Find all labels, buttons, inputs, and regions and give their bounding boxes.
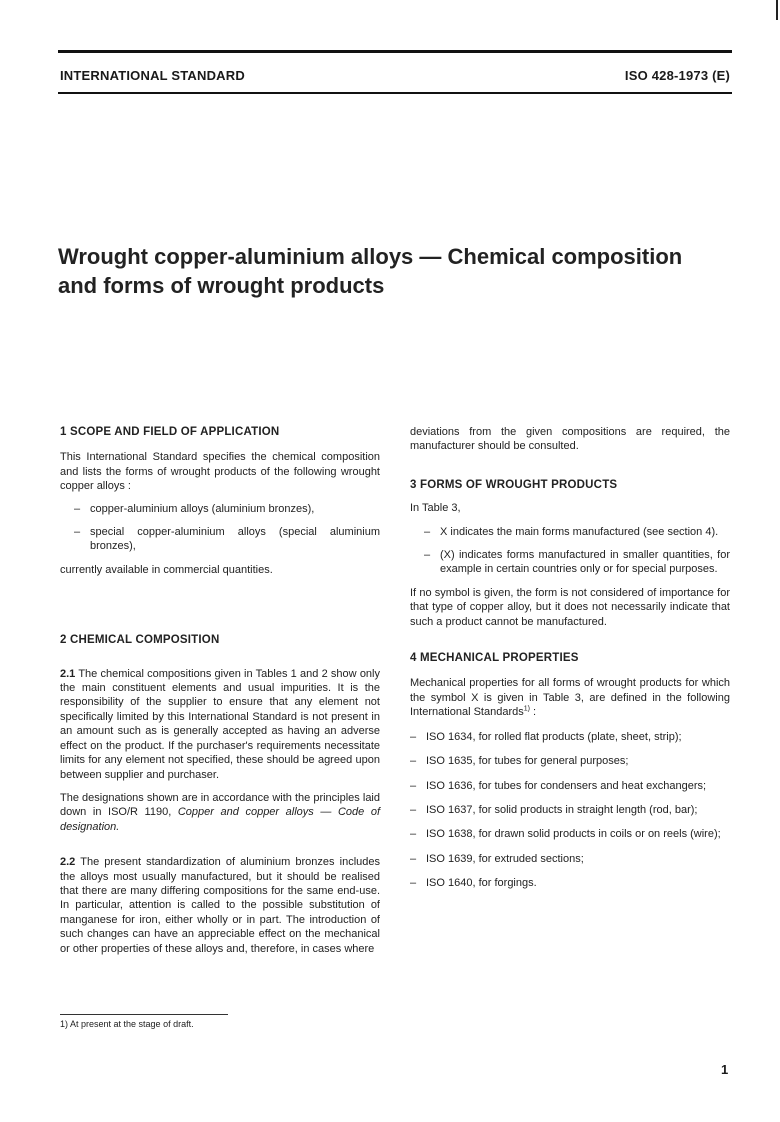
section-1-outro: currently available in commercial quantities. — [60, 563, 273, 576]
header-standard-label: INTERNATIONAL STANDARD — [60, 68, 245, 83]
top-rule — [58, 50, 732, 53]
section-2-paragraph-1: 2.1 The chemical compositions given in Tables 1 and 2 show only the main constituent elements and usual impurities. It is the responsibility of the supplier to ensure that any element not specifically limited by this International Standard is not present in an amount such as is generally accepted as having an adverse effect on the product. If the purchaser's requirements necessitate limits for any element not specified, these should be agreed upon between supplier and purchaser. — [60, 667, 380, 781]
page-number: 1 — [721, 1062, 729, 1077]
title-line-1: Wrought copper-aluminium alloys — Chemical composition — [58, 244, 683, 269]
section-3-item-1: – X indicates the main forms manufactured (see section 4). — [424, 525, 719, 538]
section-4-item-iso-1639: – ISO 1639, for extruded sections; — [410, 852, 584, 865]
section-4-item-iso-1640: – ISO 1640, for forgings. — [410, 877, 537, 890]
document-title — [58, 242, 738, 300]
section-4-item-iso-1637: – ISO 1637, for solid products in straight length (rod, bar); — [410, 803, 698, 816]
footnote-rule — [60, 1014, 228, 1015]
section-4-item-iso-1634: – ISO 1634, for rolled flat products (plate, sheet, strip); — [410, 730, 682, 743]
left-column — [60, 425, 380, 956]
section-3-heading: 3 FORMS OF WROUGHT PRODUCTS — [410, 478, 618, 491]
section-4-item-iso-1635: – ISO 1635, for tubes for general purposes; — [410, 755, 629, 768]
title-line-2: and forms of wrought products — [58, 273, 385, 298]
section-3-intro: In Table 3, — [410, 502, 461, 515]
section-3-item-2: – (X) indicates forms manufactured in smaller quantities, for example in certain countries only or for special purposes. — [424, 549, 730, 576]
footnote-reference: 1) — [523, 705, 530, 713]
section-2-paragraph-3-continued: deviations from the given compositions are required, the manufacturer should be consulted. — [410, 426, 730, 453]
section-4-heading: 4 MECHANICAL PROPERTIES — [410, 652, 579, 665]
section-1-item-2: – special copper-aluminium alloys (special aluminium bronzes), — [74, 526, 380, 553]
section-4-item-iso-1638: – ISO 1638, for drawn solid products in coils or on reels (wire); — [410, 828, 721, 841]
section-1-intro: This International Standard specifies the chemical composition and lists the forms of wrought products of the following wrought copper alloys : — [60, 451, 380, 493]
header-document-number: ISO 428-1973 (E) — [624, 68, 730, 83]
header-rule — [58, 92, 732, 94]
section-4-item-iso-1636: – ISO 1636, for tubes for condensers and heat exchangers; — [410, 779, 707, 792]
section-4-intro: Mechanical properties for all forms of wrought products for which the symbol X is given in Table 3, are defined in the following International Standards$^{1)}$ : — [410, 677, 730, 719]
footnote: 1) At present at the stage of draft. — [60, 1019, 194, 1029]
section-2-paragraph-2: The designations shown are in accordance with the principles laid down in ISO/R 1190, Copper and copper alloys — Code of designation. — [60, 791, 381, 833]
section-1-item-1: – copper-aluminium alloys (aluminium bronzes), — [74, 502, 315, 515]
section-2-heading: 2 CHEMICAL COMPOSITION — [60, 634, 220, 647]
right-column — [410, 425, 730, 891]
margin-mark — [776, 0, 778, 20]
section-2-paragraph-3: 2.2 The present standardization of aluminium bronzes includes the alloys most usually manufactured, but it should be realised that there are many differing compositions for the same end-use. In particular, attention is called to the possible substitution of manganese for iron, either wholly or in part. The introduction of such changes can have an appreciable effect on the mechanical or other properties of these alloys and, therefore, in cases where — [60, 856, 381, 955]
section-1-heading: 1 SCOPE AND FIELD OF APPLICATION — [60, 426, 280, 438]
section-3-outro: If no symbol is given, the form is not considered of importance for that type of copper alloy, but it does not necessarily indicate that such a product cannot be manufactured. — [410, 586, 730, 628]
